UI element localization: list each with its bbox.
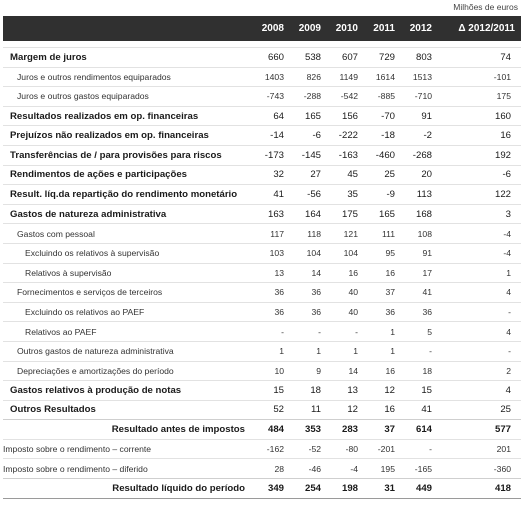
value-cell: 16 [364,361,401,381]
value-cell: 1 [290,341,327,361]
value-cell: 353 [290,420,327,440]
value-cell: -460 [364,145,401,165]
row-label: Imposto sobre o rendimento – diferido [3,459,253,479]
value-cell: 13 [253,263,290,283]
table-row [3,243,521,263]
value-cell: 36 [364,302,401,322]
value-cell: 165 [364,204,401,224]
value-cell: 32 [253,165,290,185]
value-cell: 13 [327,381,364,401]
delta-cell: -4 [438,243,521,263]
value-cell: -70 [364,106,401,126]
delta-cell: 74 [438,48,521,68]
value-cell: -6 [290,126,327,146]
value-cell: 118 [290,224,327,244]
value-cell: 9 [290,361,327,381]
value-cell: -268 [401,145,438,165]
value-cell: 165 [290,106,327,126]
value-cell: 16 [364,263,401,283]
value-cell: 614 [401,420,438,440]
value-cell: -18 [364,126,401,146]
row-label: Outros gastos de natureza administrativa [3,341,253,361]
delta-cell: 418 [438,479,521,499]
value-cell: 803 [401,48,438,68]
row-label: Excluindo os relativos à supervisão [3,243,253,263]
delta-cell: 175 [438,87,521,107]
value-cell: - [290,322,327,342]
column-header: 2009 [298,23,321,34]
value-cell: 283 [327,420,364,440]
row-label: Gastos relativos à produção de notas [3,381,253,401]
value-cell: -163 [327,145,364,165]
value-cell: 1614 [364,67,401,87]
value-cell: -173 [253,145,290,165]
value-cell: 37 [364,420,401,440]
value-cell: -162 [253,439,290,459]
value-cell: 108 [401,224,438,244]
row-label: Imposto sobre o rendimento – corrente [3,439,253,459]
value-cell: 28 [253,459,290,479]
value-cell: 41 [401,400,438,420]
value-cell: 95 [364,243,401,263]
unit-label: Milhões de euros [453,2,518,12]
value-cell: -2 [401,126,438,146]
value-cell: 117 [253,224,290,244]
value-cell: 36 [401,302,438,322]
value-cell: -80 [327,439,364,459]
row-label: Resultados realizados em op. financeiras [3,106,253,126]
table-row [3,185,521,205]
delta-cell: 2 [438,361,521,381]
value-cell: -222 [327,126,364,146]
delta-cell: -6 [438,165,521,185]
table-row [3,459,521,479]
row-label: Outros Resultados [3,400,253,420]
value-cell: 104 [327,243,364,263]
table-row [3,48,521,68]
value-cell: 16 [327,263,364,283]
value-cell: 18 [290,381,327,401]
value-cell: -46 [290,459,327,479]
value-cell: 1513 [401,67,438,87]
table-row [3,322,521,342]
value-cell: 484 [253,420,290,440]
value-cell: 449 [401,479,438,499]
value-cell: 91 [401,243,438,263]
value-cell: 36 [290,302,327,322]
row-label: Juros e outros rendimentos equiparados [3,67,253,87]
table-row [3,67,521,87]
delta-cell: 160 [438,106,521,126]
delta-cell: 1 [438,263,521,283]
value-cell: 14 [290,263,327,283]
value-cell: -885 [364,87,401,107]
value-cell: 111 [364,224,401,244]
row-label: Gastos com pessoal [3,224,253,244]
table-row [3,400,521,420]
table-row [3,283,521,303]
value-cell: -201 [364,439,401,459]
value-cell: 1149 [327,67,364,87]
row-label: Prejuízos não realizados em op. financeiras [3,126,253,146]
value-cell: -288 [290,87,327,107]
table-row [3,106,521,126]
column-header: Δ 2012/2011 [458,23,515,34]
table-row [3,224,521,244]
value-cell: - [401,439,438,459]
value-cell: 40 [327,302,364,322]
value-cell: -743 [253,87,290,107]
delta-cell: - [438,341,521,361]
row-label: Relativos ao PAEF [3,322,253,342]
delta-cell: 192 [438,145,521,165]
value-cell: 104 [290,243,327,263]
value-cell: 37 [364,283,401,303]
row-label: Gastos de natureza administrativa [3,204,253,224]
column-header: 2011 [373,23,395,34]
row-label: Resultado antes de impostos [3,420,253,440]
value-cell: 254 [290,479,327,499]
delta-cell: 122 [438,185,521,205]
row-label: Fornecimentos e serviços de terceiros [3,283,253,303]
delta-cell: 4 [438,322,521,342]
value-cell: 1403 [253,67,290,87]
value-cell: 40 [327,283,364,303]
value-cell: -542 [327,87,364,107]
delta-cell: 16 [438,126,521,146]
table-row [3,381,521,401]
value-cell: 31 [364,479,401,499]
table-row [3,204,521,224]
value-cell: 35 [327,185,364,205]
row-label: Juros e outros gastos equiparados [3,87,253,107]
row-label: Transferências de / para provisões para riscos [3,145,253,165]
table-row [3,165,521,185]
value-cell: 41 [253,185,290,205]
delta-cell: 4 [438,283,521,303]
value-cell: 17 [401,263,438,283]
delta-cell: 4 [438,381,521,401]
value-cell: 1 [327,341,364,361]
value-cell: 349 [253,479,290,499]
value-cell: 16 [364,400,401,420]
delta-cell: -101 [438,67,521,87]
value-cell: 1 [364,341,401,361]
delta-cell: 577 [438,420,521,440]
value-cell: -4 [327,459,364,479]
table-row [3,479,521,499]
value-cell: 64 [253,106,290,126]
value-cell: 10 [253,361,290,381]
value-cell: 25 [364,165,401,185]
delta-cell: - [438,302,521,322]
value-cell: 1 [364,322,401,342]
value-cell: 103 [253,243,290,263]
header-label-cell [3,16,253,41]
value-cell: 27 [290,165,327,185]
table-row [3,341,521,361]
value-cell: -14 [253,126,290,146]
table-header-row [3,16,521,41]
income-statement-table [3,16,521,499]
value-cell: -9 [364,185,401,205]
value-cell: -145 [290,145,327,165]
value-cell: 163 [253,204,290,224]
value-cell: 113 [401,185,438,205]
value-cell: 18 [401,361,438,381]
value-cell: 826 [290,67,327,87]
delta-cell: 25 [438,400,521,420]
value-cell: 36 [253,302,290,322]
value-cell: 12 [364,381,401,401]
row-label: Resultado líquido do período [3,479,253,499]
value-cell: 5 [401,322,438,342]
value-cell: - [327,322,364,342]
table-body [3,41,521,498]
row-label: Depreciações e amortizações do período [3,361,253,381]
value-cell: 168 [401,204,438,224]
delta-cell: -360 [438,459,521,479]
row-label: Result. líq.da repartição do rendimento monetário [3,185,253,205]
value-cell: -52 [290,439,327,459]
value-cell: 164 [290,204,327,224]
value-cell: 607 [327,48,364,68]
value-cell: 15 [401,381,438,401]
row-label: Rendimentos de ações e participações [3,165,253,185]
table-row [3,439,521,459]
value-cell: 660 [253,48,290,68]
value-cell: 41 [401,283,438,303]
delta-cell: 3 [438,204,521,224]
value-cell: 15 [253,381,290,401]
column-header: 2010 [335,23,358,34]
row-label: Excluindo os relativos ao PAEF [3,302,253,322]
value-cell: 36 [253,283,290,303]
value-cell: 121 [327,224,364,244]
value-cell: -56 [290,185,327,205]
delta-cell: 201 [438,439,521,459]
delta-cell: -4 [438,224,521,244]
table-row [3,361,521,381]
table-row [3,420,521,440]
value-cell: -710 [401,87,438,107]
value-cell: 156 [327,106,364,126]
value-cell: -165 [401,459,438,479]
value-cell: 91 [401,106,438,126]
value-cell: 729 [364,48,401,68]
value-cell: 12 [327,400,364,420]
value-cell: 14 [327,361,364,381]
value-cell: 11 [290,400,327,420]
table-row [3,302,521,322]
value-cell: 195 [364,459,401,479]
value-cell: 1 [253,341,290,361]
value-cell: - [401,341,438,361]
table-row [3,87,521,107]
value-cell: 538 [290,48,327,68]
value-cell: 36 [290,283,327,303]
value-cell: 52 [253,400,290,420]
value-cell: - [253,322,290,342]
value-cell: 198 [327,479,364,499]
column-header: 2012 [409,23,432,34]
value-cell: 20 [401,165,438,185]
value-cell: 175 [327,204,364,224]
value-cell: 45 [327,165,364,185]
row-label: Margem de juros [3,48,253,68]
row-label: Relativos à supervisão [3,263,253,283]
table-row [3,263,521,283]
column-header: 2008 [261,23,284,34]
table-row [3,145,521,165]
table-row [3,126,521,146]
